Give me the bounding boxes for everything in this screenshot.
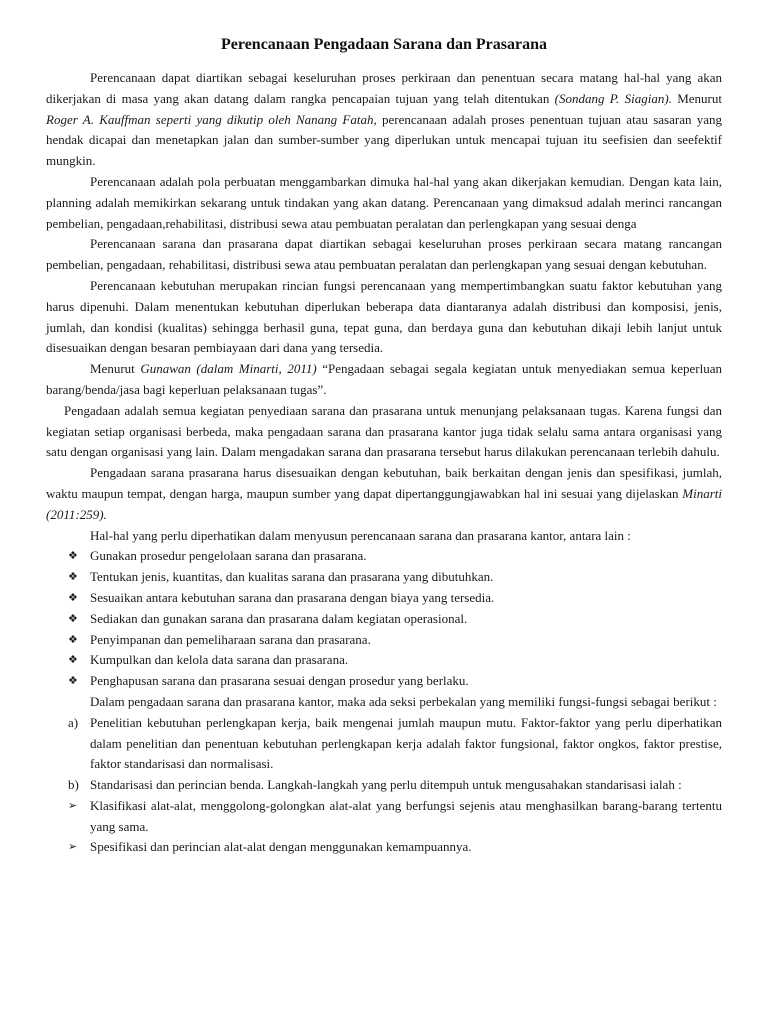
list-item (46, 546, 722, 567)
paragraph-1 (46, 68, 722, 172)
list-item-text: Tentukan jenis, kuantitas, dan kualitas sarana dan prasarana yang dibutuhkan. (90, 569, 494, 585)
paragraph-7-text-a: Pengadaan sarana prasarana harus disesuaikan dengan kebutuhan, baik berkaitan dengan jenis dan spesifikasi, jumlah, waktu maupun tempat, dengan harga, maupun sumber yang dapat dipertanggungjawabkan hal ini sesuai yang dijelaskan (46, 465, 722, 501)
page-title: Perencanaan Pengadaan Sarana dan Prasarana (221, 36, 547, 53)
list-item (46, 671, 722, 692)
paragraph-2: Perencanaan adalah pola perbuatan menggambarkan dimuka hal-hal yang akan dikerjakan kemudian. Dengan kata lain, planning adalah memikirkan sekarang untuk tindakan yang akan datang. Perencanaan yang dimaksud adalah merinci rancangan pembelian, pengadaan,rehabilitasi, distribusi sewa atau pembuatan peralatan dan perlengkapan yang sesuai denga (46, 173, 722, 231)
paragraph-5-text-b: “Pengadaan sebagai segala kegiatan untuk menyediakan semua keperluan barang/benda/jasa bagi keperluan pelaksanaan tugas”. (46, 361, 722, 397)
list-item-text: Standarisasi dan perincian benda. Langkah-langkah yang perlu ditempuh untuk mengusahakan standarisasi ialah : (90, 777, 682, 793)
list-item (46, 713, 722, 775)
paragraph-4: Perencanaan kebutuhan merupakan rincian fungsi perencanaan yang mempertimbangkan suatu faktor kebutuhan yang harus dipenuhi. Dalam menentukan kebutuhan diperlukan beberapa data diantaranya adalah distribusi dan komposisi, jenis, jumlah, dan kondisi (kualitas) sehingga berhasil guna, tepat guna, dan berdaya guna dan kebutuhan dikaji lebih lanjut untuk disesuaikan dengan besaran pembiayaan dari dana yang tersedia. (46, 277, 722, 356)
list-item-text: Penyimpanan dan pemeliharaan sarana dan prasarana. (90, 631, 371, 647)
list-letter: a) (68, 714, 79, 730)
list-item-text: Kumpulkan dan kelola data sarana dan prasarana. (90, 652, 349, 668)
paragraph-8: Hal-hal yang perlu diperhatikan dalam menyusun perencanaan sarana dan prasarana kantor, antara lain : (90, 527, 631, 543)
paragraph-7 (46, 463, 722, 525)
diamond-bullet-icon: ❖ (68, 549, 78, 563)
citation-gunawan: Gunawan (dalam Minarti, 2011) (140, 361, 317, 377)
paragraph-3: Perencanaan sarana dan prasarana dapat diartikan sebagai keseluruhan proses perkiraan secara matang rancangan pembelian, pengadaan, rehabilitasi, distribusi sewa atau pembuatan peralatan dan perlengkapan yang sesuai dengan kebutuhan. (46, 236, 722, 273)
list-item (46, 609, 722, 630)
diamond-bullet-icon: ❖ (68, 611, 78, 625)
list-letter: b) (68, 777, 79, 793)
arrow-bullet-icon: ➢ (68, 798, 78, 812)
list-item (46, 567, 722, 588)
diamond-bullet-icon: ❖ (68, 590, 78, 604)
list-item-text: Sediakan dan gunakan sarana dan prasarana dalam kegiatan operasional. (90, 610, 468, 626)
list-item-text: Penghapusan sarana dan prasarana sesuai dengan prosedur yang berlaku. (90, 673, 469, 689)
paragraph-1-text-b: Menurut (671, 90, 722, 106)
list-item-text: Gunakan prosedur pengelolaan sarana dan prasarana. (90, 548, 367, 564)
list-item (46, 775, 722, 796)
paragraph-5 (46, 359, 722, 401)
list-item-text: Klasifikasi alat-alat, menggolong-golongkan alat-alat yang berfungsi sejenis atau menghasilkan barang-barang tertentu yang sama. (90, 797, 722, 834)
citation-siagian: (Sondang P. Siagian). (554, 90, 672, 106)
list-item (46, 630, 722, 651)
diamond-bullet-icon: ❖ (68, 570, 78, 584)
paragraph-5-text-a: Menurut (90, 361, 141, 377)
paragraph-9: Dalam pengadaan sarana dan prasarana kantor, maka ada seksi perbekalan yang memiliki fungsi-fungsi sebagai berikut : (90, 693, 717, 709)
lettered-list (46, 713, 722, 796)
list-item-text: Penelitian kebutuhan perlengkapan kerja, baik mengenai jumlah maupun mutu. Faktor-faktor yang perlu diperhatikan dalam penelitian dan penentuan kebutuhan perlengkapan kerja adalah faktor fungsional, faktor ongkos, faktor prestise, faktor standarisasi dan normalisasi. (90, 714, 722, 772)
list-item (46, 588, 722, 609)
arrow-bullet-icon: ➢ (68, 840, 78, 854)
citation-minarti: Minarti (2011:259). (46, 485, 722, 522)
list-item (46, 837, 722, 858)
paragraph-1-text-c: perencanaan adalah proses penentuan tujuan atau sasaran yang hendak dicapai dan menetapkan jalan dan sumber-sumber yang diperlukan untuk mencapai tujuan itu seefisien dan seefektif mungkin. (46, 111, 722, 169)
paragraph-6: Pengadaan adalah semua kegiatan penyediaan sarana dan prasarana untuk menunjang pelaksanaan tugas. Karena fungsi dan kegiatan setiap organisasi berbeda, maka pengadaan sarana dan prasarana kantor juga tidak selalu sama antara organisasi yang satu dengan organisasi yang lain. Dalam mengadakan sarana dan prasarana tersebut harus dilakukan perencanaan terlebih dahulu. (46, 402, 722, 460)
diamond-bullet-icon: ❖ (68, 653, 78, 667)
diamond-bullet-icon: ❖ (68, 674, 78, 688)
list-item-text: Sesuaikan antara kebutuhan sarana dan prasarana dengan biaya yang tersedia. (90, 589, 495, 605)
list-item-text: Spesifikasi dan perincian alat-alat dengan menggunakan kemampuannya. (90, 839, 472, 855)
list-item (46, 650, 722, 671)
diamond-bullet-icon: ❖ (68, 632, 78, 646)
arrow-bullet-list (46, 796, 722, 858)
diamond-bullet-list (46, 546, 722, 692)
paragraph-1-text-a: Perencanaan dapat diartikan sebagai keseluruhan proses perkiraan dan penentuan secara matang hal-hal yang akan dikerjakan di masa yang akan datang dalam rangka pencapaian tujuan yang telah ditentukan (46, 70, 722, 106)
list-item (46, 796, 722, 838)
citation-kauffman: Roger A. Kauffman seperti yang dikutip oleh Nanang Fatah, (46, 111, 377, 127)
